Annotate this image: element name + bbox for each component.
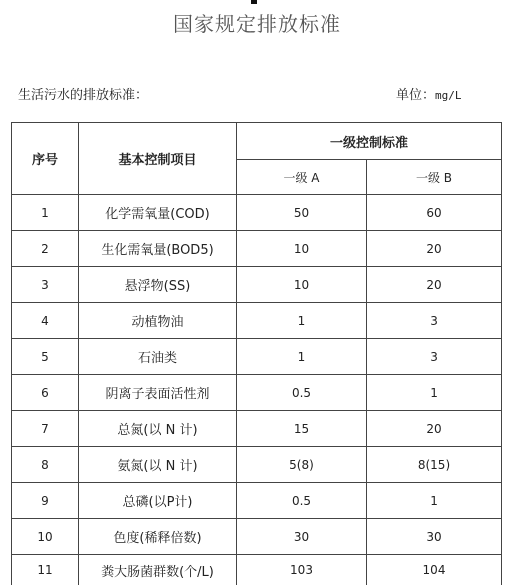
row-level-b-cell: 60	[367, 195, 502, 231]
table-row	[12, 483, 502, 519]
table-row	[12, 195, 502, 231]
unit-value: mg/L	[435, 89, 462, 102]
row-level-b-cell: 20	[367, 267, 502, 303]
row-seq-cell: 4	[12, 303, 79, 339]
row-seq-cell: 2	[12, 231, 79, 267]
standards-table	[11, 122, 502, 585]
row-item-cell: 石油类	[79, 339, 237, 375]
row-level-a-cell: 10	[237, 231, 367, 267]
row-item-cell: 色度(稀释倍数)	[79, 519, 237, 555]
row-item-cell: 粪大肠菌群数(个/L)	[79, 555, 237, 585]
header-level1-a: 一级 A	[237, 160, 367, 195]
row-item-cell: 阴离子表面活性剂	[79, 375, 237, 411]
row-level-b-cell: 104	[367, 555, 502, 585]
row-level-b-cell: 1	[367, 483, 502, 519]
table-row	[12, 447, 502, 483]
row-seq-cell: 9	[12, 483, 79, 519]
section-subtitle: 生活污水的排放标准：	[18, 84, 148, 103]
row-seq-cell: 7	[12, 411, 79, 447]
table-row	[12, 519, 502, 555]
table-row	[12, 303, 502, 339]
row-level-a-cell: 1	[237, 303, 367, 339]
page-title: 国家规定排放标准	[0, 8, 514, 37]
header-level1-standard: 一级控制标准	[237, 123, 502, 160]
table-body	[12, 195, 502, 585]
row-item-cell: 总磷(以P计)	[79, 483, 237, 519]
header-item: 基本控制项目	[79, 123, 237, 195]
row-level-a-cell: 30	[237, 519, 367, 555]
row-level-b-cell: 30	[367, 519, 502, 555]
row-level-a-cell: 10	[237, 267, 367, 303]
table-row	[12, 267, 502, 303]
table-row	[12, 375, 502, 411]
row-level-a-cell: 15	[237, 411, 367, 447]
row-item-cell: 氨氮(以 N 计)	[79, 447, 237, 483]
row-level-b-cell: 20	[367, 231, 502, 267]
row-item-cell: 总氮(以 N 计)	[79, 411, 237, 447]
row-seq-cell: 5	[12, 339, 79, 375]
row-level-b-cell: 1	[367, 375, 502, 411]
row-seq-cell: 8	[12, 447, 79, 483]
row-level-a-cell: 5(8)	[237, 447, 367, 483]
row-item-cell: 化学需氧量(COD)	[79, 195, 237, 231]
row-level-a-cell: 1	[237, 339, 367, 375]
top-edge-mark	[251, 0, 257, 4]
table-row	[12, 231, 502, 267]
row-item-cell: 生化需氧量(BOD5)	[79, 231, 237, 267]
header-level1-b: 一级 B	[367, 160, 502, 195]
row-seq-cell: 11	[12, 555, 79, 585]
row-seq-cell: 3	[12, 267, 79, 303]
row-level-b-cell: 8(15)	[367, 447, 502, 483]
table-row	[12, 555, 502, 585]
row-seq-cell: 1	[12, 195, 79, 231]
row-level-b-cell: 3	[367, 339, 502, 375]
row-level-a-cell: 103	[237, 555, 367, 585]
row-item-cell: 悬浮物(SS)	[79, 267, 237, 303]
row-level-a-cell: 50	[237, 195, 367, 231]
table-row	[12, 339, 502, 375]
row-level-a-cell: 0.5	[237, 483, 367, 519]
unit-label	[396, 84, 462, 103]
header-seq: 序号	[12, 123, 79, 195]
table-row	[12, 411, 502, 447]
row-item-cell: 动植物油	[79, 303, 237, 339]
row-level-a-cell: 0.5	[237, 375, 367, 411]
row-level-b-cell: 20	[367, 411, 502, 447]
row-seq-cell: 10	[12, 519, 79, 555]
unit-prefix: 单位：	[396, 88, 435, 103]
row-level-b-cell: 3	[367, 303, 502, 339]
row-seq-cell: 6	[12, 375, 79, 411]
